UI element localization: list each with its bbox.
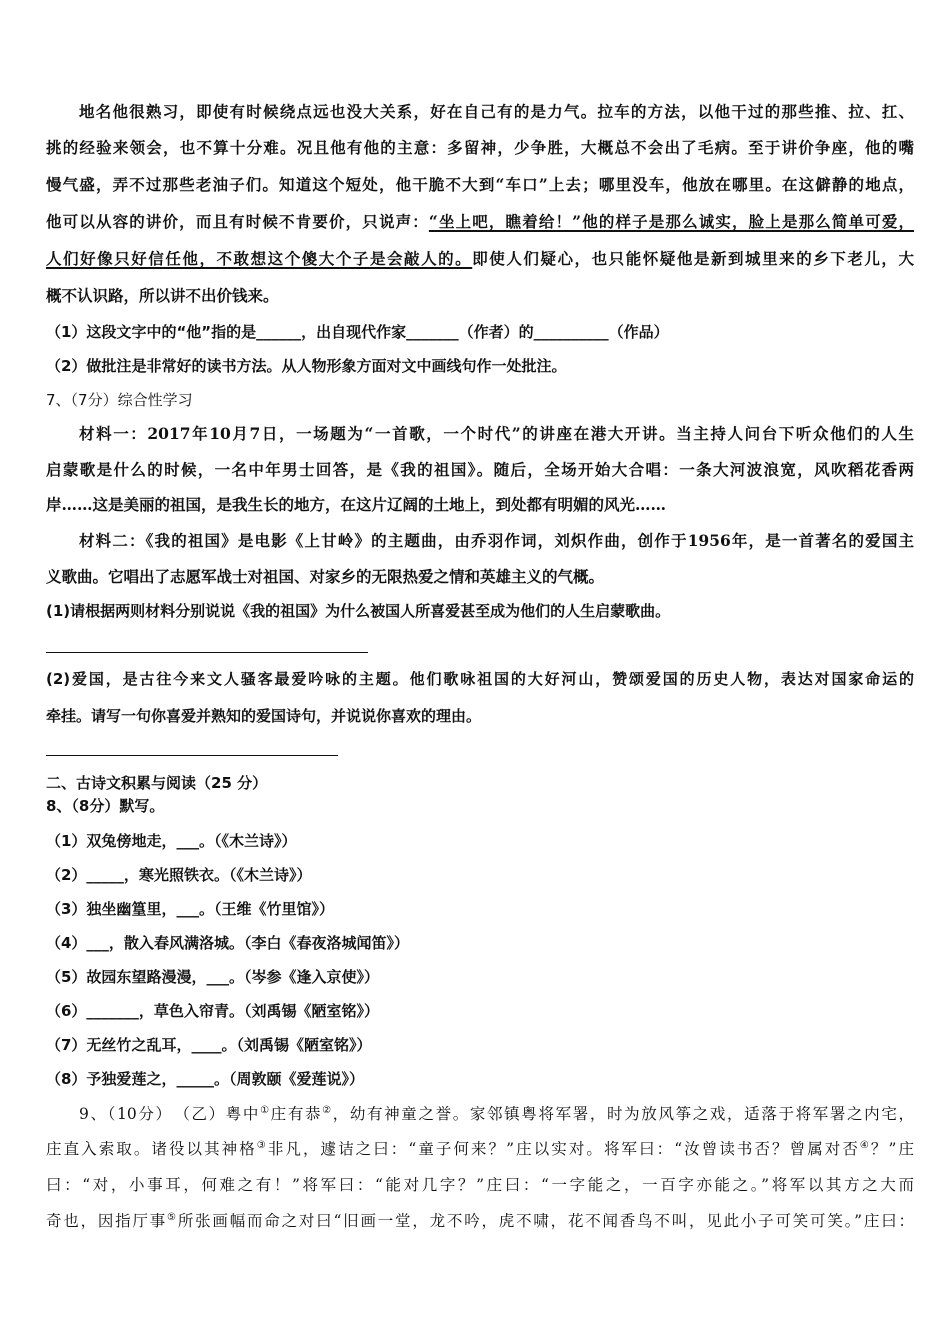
footnote-marker: ④	[859, 1139, 871, 1151]
q8-title: 8、（8分）默写。	[46, 797, 165, 815]
q8-item: （4）___，散入春风满洛城。（李白《春夜洛城闻笛》）	[46, 934, 409, 952]
q9-line-2-rest: ？”庄	[870, 1140, 914, 1158]
q7-material1-line-1: 材料一：2017年10月7日，一场题为“一首歌，一个时代”的讲座在港大开讲。当主持人问台下听众他们的人生	[79, 424, 914, 443]
q8-item: （3）独坐幽篁里，___。（王维《竹里馆》）	[46, 900, 334, 918]
underlined-sentence-part-1: “坐上吧，瞧着给！”他的样子是那么诚实，脸上是那么简单可爱，	[428, 212, 914, 231]
q6-sub1: （1）这段文字中的“他”指的是______，出自现代作家_______（作者）的__________（作品）	[46, 323, 669, 341]
footnote-marker: ③	[256, 1139, 268, 1151]
footnote-marker: ②	[322, 1104, 333, 1116]
q7-sub1: (1)请根据两则材料分别说说《我的祖国》为什么被国人所喜爱甚至成为他们的人生启蒙歌曲。	[46, 602, 671, 620]
q9-line-3: 曰：“对，小事耳，何难之有！”将军曰：“能对几字？”庄曰：“一字能之，一百字亦能之。”将军以其方之大而	[46, 1176, 914, 1194]
passage-line-5-plain: 即使人们疑心，也只能怀疑他是新到城里来的乡下老儿，大	[472, 249, 914, 268]
q9-line-4-start: 奇也，因指厅事	[46, 1212, 168, 1230]
passage-line-5	[46, 248, 914, 270]
q9-line-2	[46, 1138, 914, 1160]
q7-material1-line-3: 岸……这是美丽的祖国，是我生长的地方，在这片辽阔的土地上，到处都有明媚的风光……	[46, 495, 667, 514]
q7-sub2-line-1: (2)爱国，是古往今来文人骚客最爱吟咏的主题。他们歌咏祖国的大好河山，赞颂爱国的历史人物，表达对国家命运的	[46, 670, 914, 688]
q7-material1-line-2: 启蒙歌是什么的时候，一名中年男士回答，是《我的祖国》。随后，全场开始大合唱：一条大河波浪宽，风吹稻花香两	[46, 460, 914, 479]
q7-material2-line-2: 义歌曲。它唱出了志愿军战士对祖国、对家乡的无限热爱之情和英雄主义的气概。	[46, 567, 605, 586]
answer-line-1	[46, 652, 368, 653]
passage-line-3: 慢气盛，弄不过那些老油子们。知道这个短处，他干脆不大到“车口”上去；哪里没车，他放在哪里。在这僻静的地点，	[46, 175, 914, 194]
footnote-marker: ⑤	[167, 1211, 178, 1223]
footnote-marker: ①	[260, 1104, 271, 1116]
q7-title: 7、（7分）综合性学习	[46, 391, 193, 409]
q9-line-1-name: 庄有恭	[270, 1105, 323, 1123]
q8-item: （2）_____，寒光照铁衣。（《木兰诗》）	[46, 866, 312, 884]
q8-item: （5）故园东望路漫漫，___。（岑参《逢入京使》）	[46, 968, 379, 986]
q8-item: （1）双兔傍地走，___。（《木兰诗》）	[46, 832, 297, 850]
passage-line-4	[46, 211, 914, 233]
q7-sub2-line-2: 牵挂。请写一句你喜爱并熟知的爱国诗句，并说说你喜欢的理由。	[46, 707, 482, 725]
q9-line-1-rest: ，幼有神童之誉。家邻镇粤将军署，时为放风筝之戏，适落于将军署之内宅，	[332, 1105, 914, 1123]
q8-item: （8）予独爱莲之，_____。（周敦颐《爱莲说》）	[46, 1070, 364, 1088]
passage-line-2: 挑的经验来领会，也不算十分难。况且他有他的主意：多留神，少争胜，大概总不会出了毛病。至于讲价争座，他的嘴	[46, 138, 914, 157]
q9-line-2-start: 庄直入索取。诸役以其神格	[46, 1140, 257, 1158]
passage-line-1: 地名他很熟习，即使有时候绕点远也没大关系，好在自己有的是力气。拉车的方法，以他干过的那些推、拉、扛、	[79, 102, 914, 121]
q9-line-1	[79, 1103, 914, 1125]
q9-line-4	[46, 1210, 914, 1232]
q7-material2-line-1: 材料二：《我的祖国》是电影《上甘岭》的主题曲，由乔羽作词，刘炽作曲，创作于1956年，是一首著名的爱国主	[79, 531, 914, 550]
q6-sub2: （2）做批注是非常好的读书方法。从人物形象方面对文中画线句作一处批注。	[46, 357, 567, 375]
underlined-sentence-part-2: 人们好像只好信任他，不敢想这个傻大个子是会敲人的。	[46, 249, 473, 268]
section-2-title: 二、古诗文积累与阅读（25 分）	[46, 774, 268, 792]
q8-item: （7）无丝竹之乱耳，____。（刘禹锡《陋室铭》）	[46, 1036, 372, 1054]
passage-line-4-plain: 他可以从容的讲价，而且有时候不肯要价，只说声：	[46, 212, 429, 231]
q9-line-2-mid: 非凡，遽诘之曰：“童子何来？”庄以实对。将军曰：“汝曾读书否？曾属对否	[267, 1140, 860, 1158]
q8-item: （6）_______，草色入帘青。（刘禹锡《陋室铭》）	[46, 1002, 379, 1020]
q9-line-1-start: 9、（10分） （乙）粤中	[79, 1105, 261, 1123]
passage-line-6: 概不认识路，所以讲不出价钱来。	[46, 286, 279, 305]
q9-line-4-rest: 所张画幅而命之对曰“旧画一堂，龙不吟，虎不啸，花不闻香鸟不叫，见此小子可笑可笑。”庄曰：	[177, 1212, 914, 1230]
answer-line-2	[46, 755, 338, 756]
